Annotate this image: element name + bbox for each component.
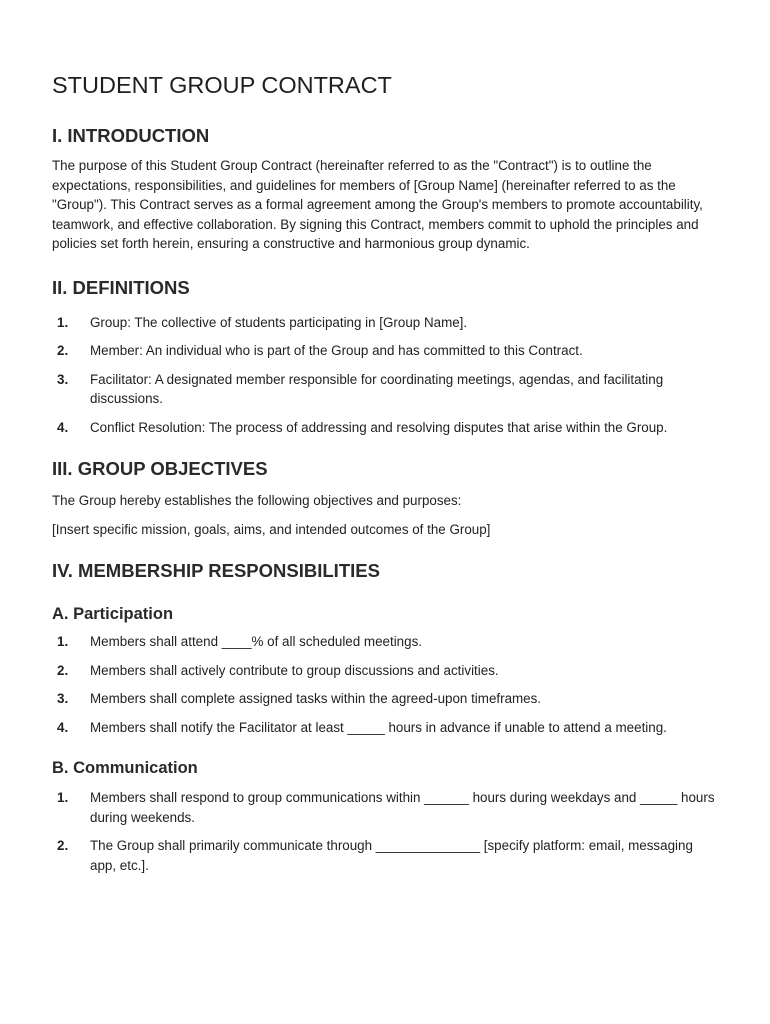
list-item [52, 313, 720, 333]
list-item-text: Members shall attend ____% of all scheduled meetings. [90, 634, 422, 649]
list-item-text: Members shall respond to group communications within ______ hours during weekdays and _____ hours during weekends. [90, 790, 715, 825]
section-heading-membership: IV. MEMBERSHIP RESPONSIBILITIES [52, 560, 380, 581]
section-heading-objectives: III. GROUP OBJECTIVES [52, 458, 268, 479]
list-item-text: Members shall notify the Facilitator at least _____ hours in advance if unable to attend a meeting. [90, 719, 667, 735]
definitions-list [52, 313, 720, 438]
section-heading-introduction: I. INTRODUCTION [52, 125, 210, 146]
list-item [52, 718, 720, 738]
list-item-text: Facilitator: A designated member responsible for coordinating meetings, agendas, and facilitating discussions. [90, 371, 664, 406]
objectives-placeholder: [Insert specific mission, goals, aims, and intended outcomes of the Group] [52, 521, 491, 537]
communication-list [52, 788, 720, 875]
list-item-number: 1. [57, 634, 69, 649]
list-item-number: 1. [57, 314, 69, 330]
list-item-text: The Group shall primarily communicate through ______________ [specify platform: email, messaging app, etc.]. [90, 838, 693, 873]
list-item-text: Group: The collective of students participating in [Group Name]. [90, 314, 468, 330]
list-item [52, 632, 720, 652]
list-item-text: Member: An individual who is part of the Group and has committed to this Contract. [90, 343, 583, 358]
list-item-number: 1. [57, 790, 69, 805]
introduction-paragraph: The purpose of this Student Group Contract (hereinafter referred to as the "Contract") is to outline the expectations, responsibilities, and guidelines for members of [Group Name] (hereinafter referred to as the "Group"). This Contract serves as a formal agreement among the Group's members to promote accountability, teamwork, and effective collaboration. By signing this Contract, members commit to uphold the principles and policies set forth herein, ensuring a constructive and harmonious group dynamic. [52, 158, 703, 251]
section-heading-definitions: II. DEFINITIONS [52, 276, 190, 298]
objectives-paragraph: The Group hereby establishes the following objectives and purposes: [52, 493, 462, 508]
subsection-heading-communication: B. Communication [52, 759, 198, 777]
subsection-heading-participation: A. Participation [52, 605, 174, 623]
list-item-number: 2. [57, 838, 69, 853]
participation-list [52, 632, 720, 737]
document-page [52, 70, 720, 875]
list-item-number: 2. [57, 662, 69, 678]
document-title: STUDENT GROUP CONTRACT [52, 72, 392, 98]
list-item [52, 370, 720, 409]
list-item-number: 3. [57, 371, 69, 387]
list-item-text: Members shall actively contribute to group discussions and activities. [90, 662, 499, 678]
list-item-text: Conflict Resolution: The process of addressing and resolving disputes that arise within the Group. [90, 419, 668, 435]
list-item [52, 836, 720, 875]
list-item [52, 788, 720, 827]
list-item-number: 4. [57, 419, 69, 435]
list-item [52, 689, 720, 709]
list-item [52, 418, 720, 438]
list-item-number: 3. [57, 691, 69, 706]
list-item-text: Members shall complete assigned tasks within the agreed-upon timeframes. [90, 691, 542, 706]
list-item [52, 661, 720, 681]
list-item-number: 2. [57, 343, 69, 358]
list-item-number: 4. [57, 719, 69, 735]
list-item [52, 341, 720, 361]
